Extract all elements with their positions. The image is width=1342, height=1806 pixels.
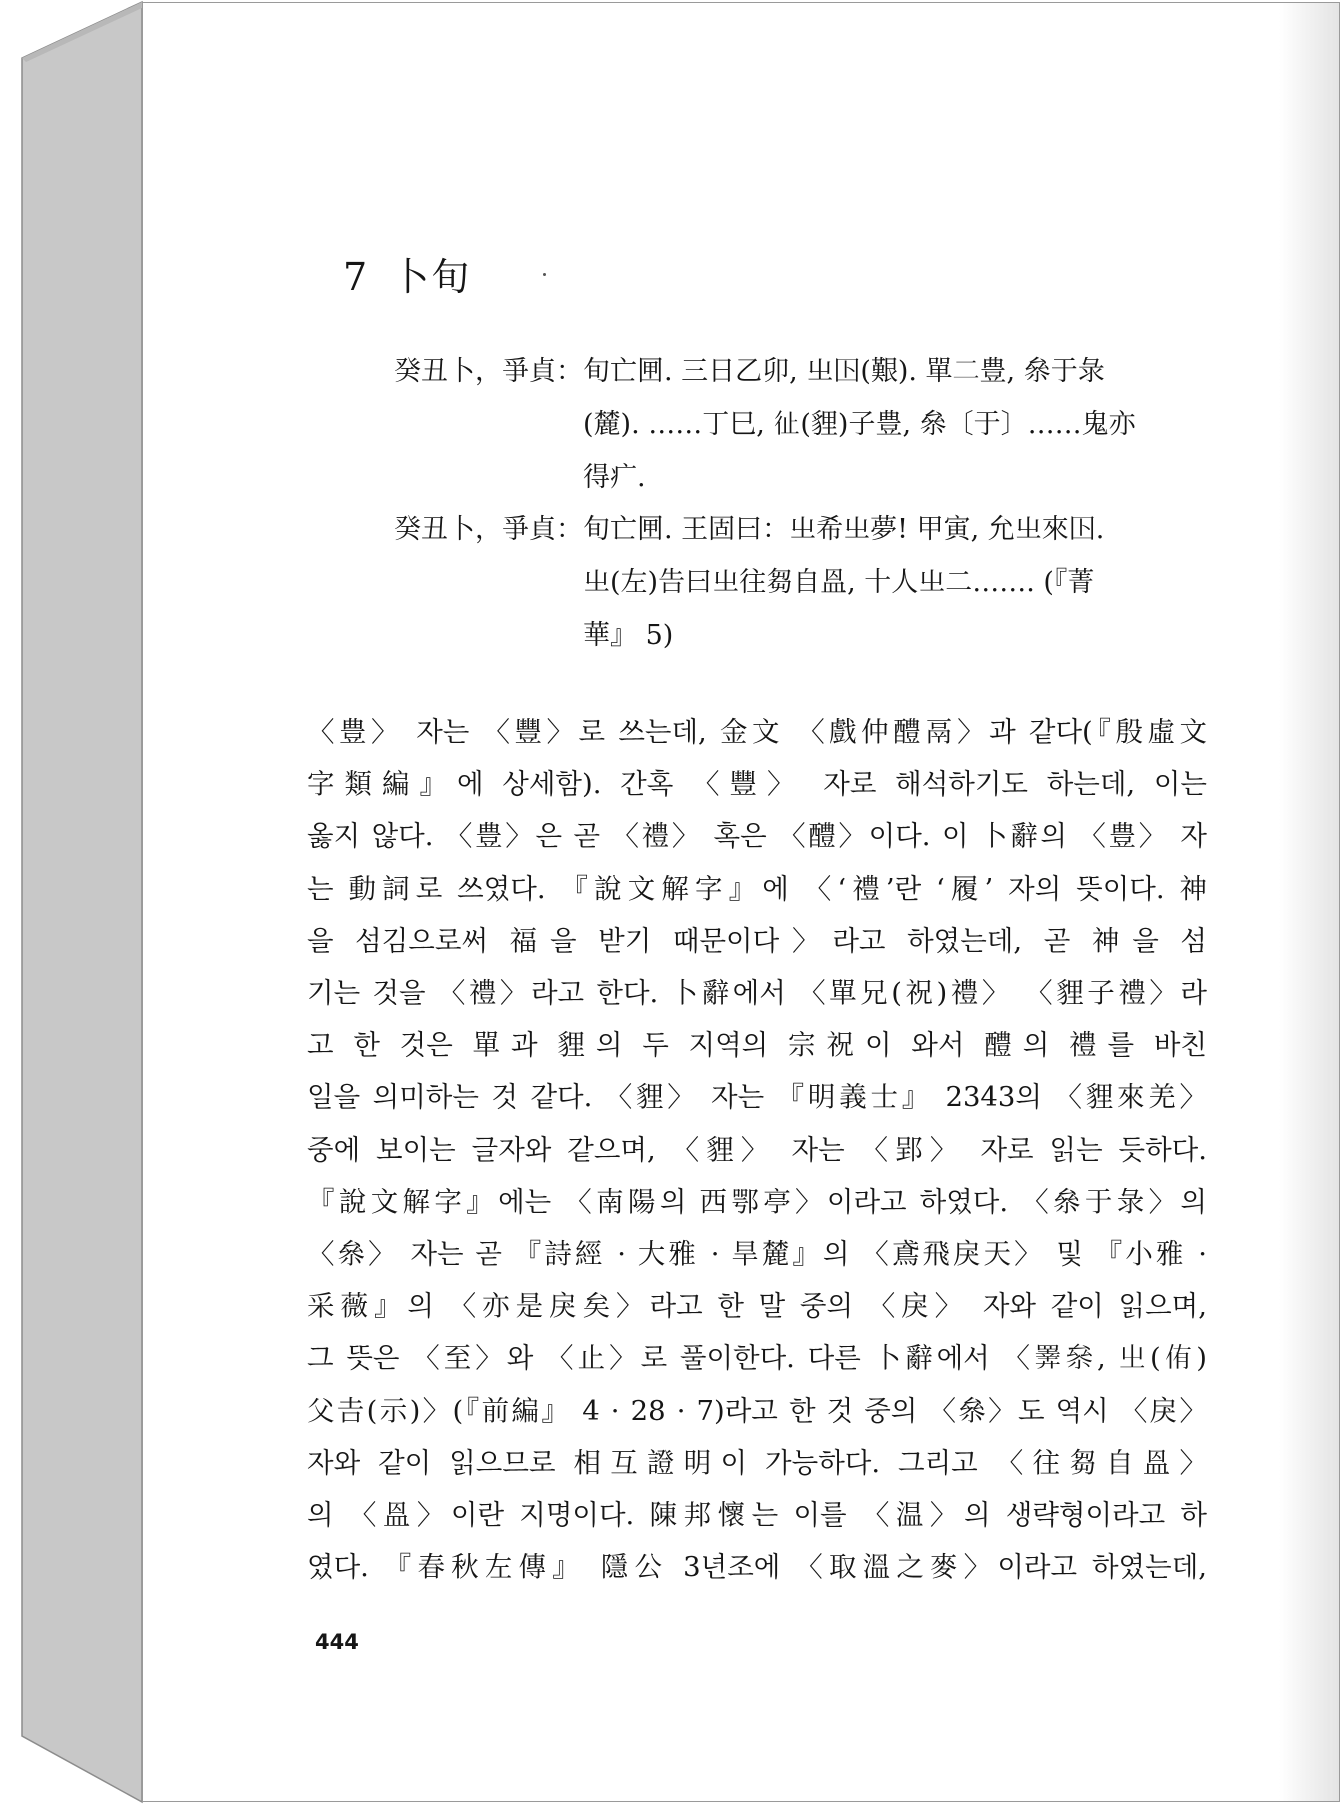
body-line: 중에 보이는 글자와 같으며, 〈貍〉 자는 〈郢〉 자로 읽는 듯하다.	[307, 1133, 1207, 1166]
section-number: 7	[343, 255, 370, 299]
entry-line: 得疒.	[583, 462, 646, 493]
entry-line: 旬亡㘡. 三日乙卯, 㞢𡆥(艱). 單𠄞豊, 㕘于彔	[583, 356, 1105, 387]
commentary-text	[307, 706, 1207, 1593]
entry-label: 癸丑卜，爭貞：	[394, 356, 583, 387]
stray-dot	[543, 273, 546, 276]
section-heading	[343, 246, 471, 301]
entry-label: 癸丑卜，爭貞：	[394, 514, 583, 545]
inscription-entry	[371, 503, 1211, 662]
book-page	[142, 2, 1340, 1802]
body-line: 父𠮷(示)〉(『前編』 4 · 28 · 7)라고 한 것 중의 〈㕘〉도 역시 〈戾〉	[307, 1394, 1207, 1427]
entry-text	[583, 503, 1211, 662]
body-line: 采薇』의 〈亦是戾矣〉라고 한 말 중의 〈戾〉 자와 같이 읽으며,	[307, 1290, 1207, 1323]
page-edge-shadow	[1279, 3, 1339, 1801]
body-line: 는 動詞로 쓰였다. 『說文解字』에 〈‘禮’란 ‘履’ 자의 뜻이다. 神	[307, 872, 1207, 905]
entry-line: 華』 5)	[583, 620, 674, 651]
section-title: 卜旬	[391, 255, 472, 299]
entry-line: (麓). ……丁巳, 𢓊(貍)子豊, 㕘〔于〕……鬼亦	[583, 409, 1136, 440]
body-line: 字類編』에 상세함). 간혹 〈豐〉 자로 해석하기도 하는데, 이는	[307, 768, 1207, 801]
body-line: 『說文解字』에는 〈南陽의 西鄂亭〉이라고 하였다. 〈㕘于彔〉의	[307, 1185, 1207, 1218]
body-line: 〈㕘〉 자는 곧 『詩經 · 大雅 · 旱麓』의 〈鳶飛戾天〉 및 『小雅 ·	[307, 1238, 1208, 1271]
body-line: 〈豊〉 자는 〈豐〉로 쓰는데, 金文 〈戲仲醴鬲〉과 같다(『殷虛文	[307, 716, 1207, 748]
body-line: 의 〈𥁕〉이란 지명이다. 陳邦懷는 이를 〈温〉의 생략형이라고 하	[307, 1499, 1207, 1532]
entry-line: 㞢(左)告曰㞢往芻自𥁕, 十人㞢二……. (『菁	[583, 567, 1095, 598]
body-line: 옳지 않다. 〈豊〉은 곧 〈禮〉 혹은 〈醴〉이다. 이 卜辭의 〈豊〉 자	[307, 820, 1207, 853]
entry-line: 旬亡㘡. 王固曰：㞢希㞢夢! 甲寅, 允㞢來𡆥.	[583, 514, 1105, 545]
body-line: 을 섬김으로써 福을 받기 때문이다〉라고 하였는데, 곧 神을 섬	[307, 924, 1207, 957]
entry-text	[583, 345, 1211, 504]
body-line: 고 한 것은 單과 貍의 두 지역의 宗祝이 와서 醴의 禮를 바친	[307, 1029, 1207, 1062]
body-line: 그 뜻은 〈至〉와 〈止〉로 풀이한다. 다른 卜辭에서 〈𢍰㕘, 㞢(侑)	[307, 1342, 1207, 1375]
inscription-entry	[371, 345, 1211, 504]
body-line: 였다. 『春秋左傳』 隱公 3년조에 〈取溫之麥〉이라고 하였는데,	[307, 1551, 1207, 1584]
page-number: 444	[315, 1630, 359, 1654]
body-line: 일을 의미하는 것 같다. 〈貍〉 자는 『明義士』 2343의 〈貍來羌〉	[307, 1081, 1207, 1114]
body-line: 기는 것을 〈禮〉라고 한다. 卜辭에서 〈單兄(祝)禮〉 〈貍子禮〉라	[307, 977, 1207, 1010]
body-line: 자와 같이 읽으므로 相互證明이 가능하다. 그리고 〈往芻自𥁕〉	[307, 1446, 1207, 1479]
